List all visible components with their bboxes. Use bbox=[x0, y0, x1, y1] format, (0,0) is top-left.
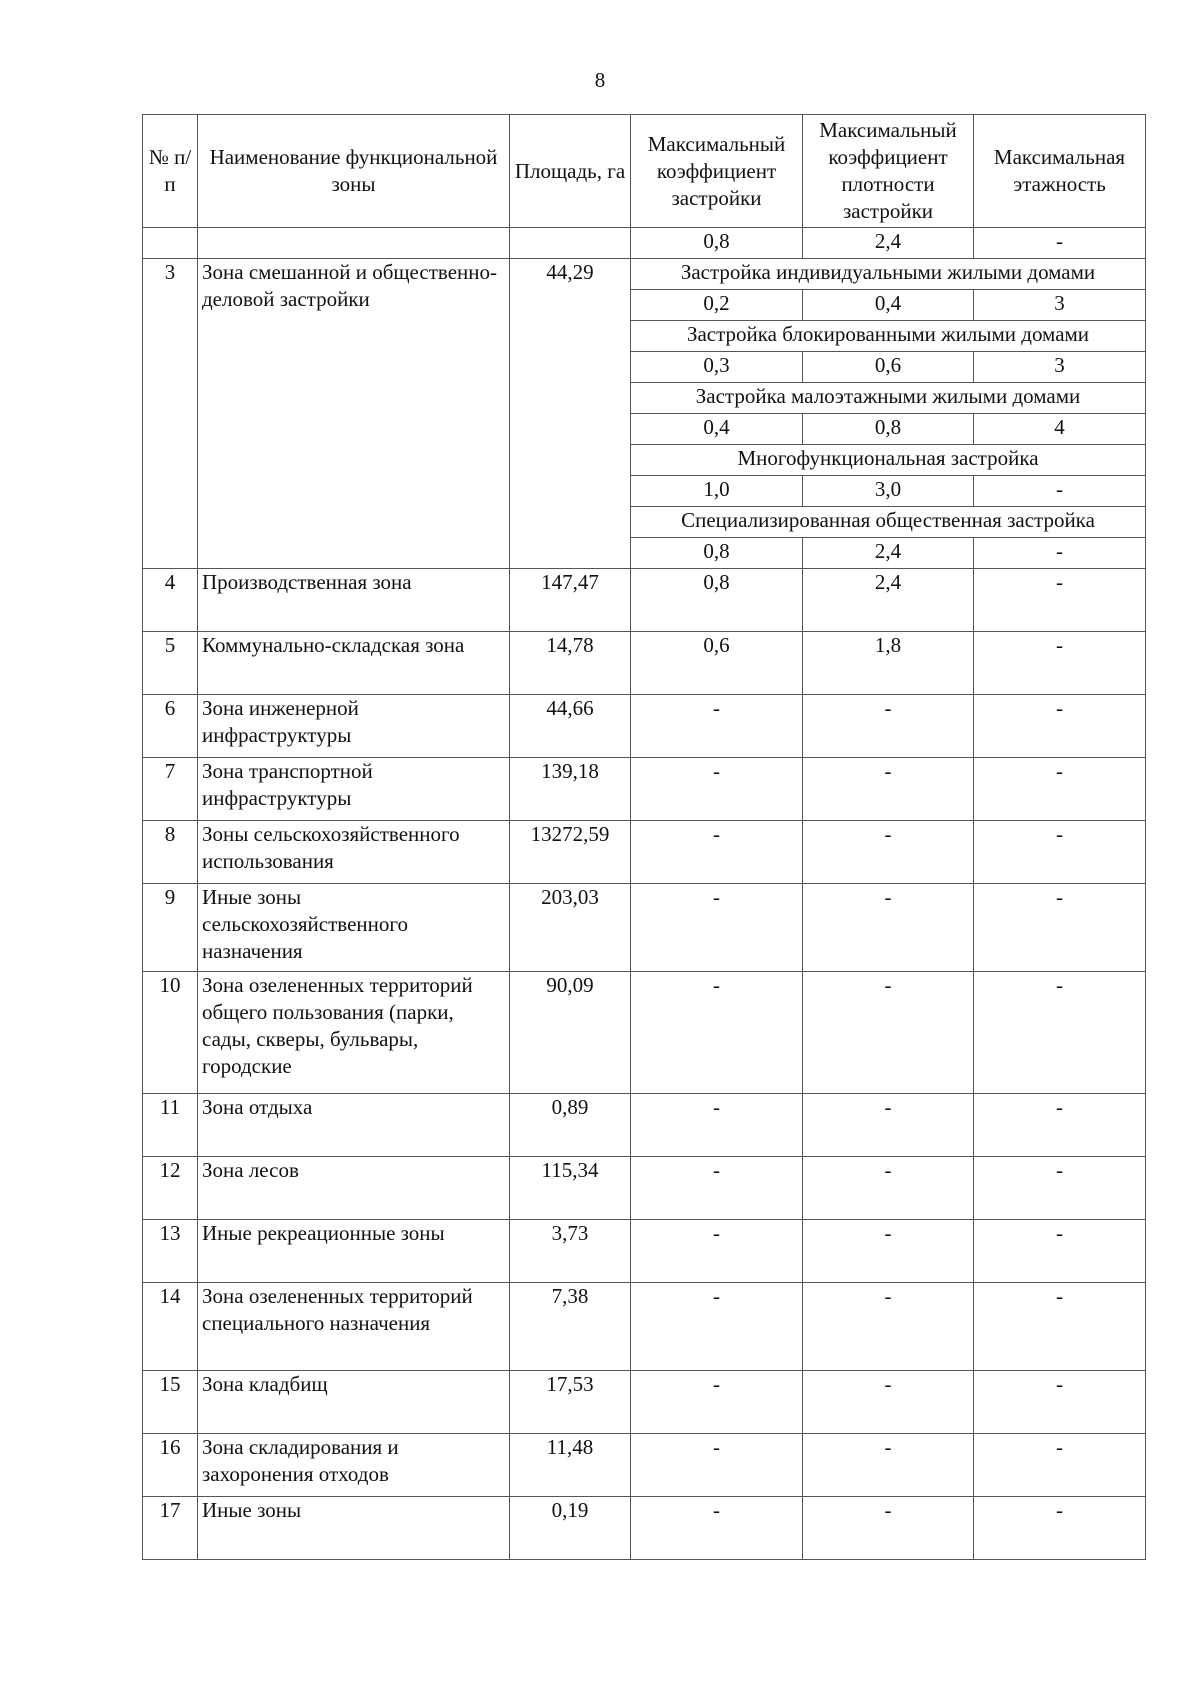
cell-floors: - bbox=[974, 1283, 1146, 1371]
cell-area: 17,53 bbox=[510, 1371, 631, 1434]
cell-name: Зона кладбищ bbox=[198, 1371, 510, 1434]
cell-num: 14 bbox=[143, 1283, 198, 1371]
cell-coef-density: - bbox=[803, 1283, 974, 1371]
cell-name: Зона смешанной и общественно-деловой застройки bbox=[198, 259, 510, 569]
table-row bbox=[143, 1497, 1146, 1560]
cell-coef-build: - bbox=[631, 1497, 803, 1560]
cell-num: 17 bbox=[143, 1497, 198, 1560]
cell-floors: 4 bbox=[974, 414, 1146, 445]
cell-coef-density: 3,0 bbox=[803, 476, 974, 507]
cell-floors: - bbox=[974, 1157, 1146, 1220]
cell-coef-build: 0,2 bbox=[631, 290, 803, 321]
table-row bbox=[143, 1434, 1146, 1497]
cell-coef-build: 0,6 bbox=[631, 632, 803, 695]
cell-coef-density: - bbox=[803, 884, 974, 972]
cell-floors: - bbox=[974, 695, 1146, 758]
table-row bbox=[143, 821, 1146, 884]
table-row bbox=[143, 1220, 1146, 1283]
cell-num: 11 bbox=[143, 1094, 198, 1157]
cell-floors: - bbox=[974, 1434, 1146, 1497]
cell-name: Иные зоны сельскохозяйственного назначения bbox=[198, 884, 510, 972]
cell-coef-build: - bbox=[631, 1094, 803, 1157]
cell-area bbox=[510, 228, 631, 259]
table-row bbox=[143, 884, 1146, 972]
cell-num: 3 bbox=[143, 259, 198, 569]
zones-table bbox=[142, 114, 1146, 1560]
cell-coef-build: 1,0 bbox=[631, 476, 803, 507]
cell-coef-build: - bbox=[631, 695, 803, 758]
cell-area: 203,03 bbox=[510, 884, 631, 972]
cell-coef-density: 0,6 bbox=[803, 352, 974, 383]
cell-name: Производственная зона bbox=[198, 569, 510, 632]
cell-coef-density: - bbox=[803, 695, 974, 758]
subzone-label: Застройка индивидуальными жилыми домами bbox=[631, 259, 1146, 290]
cell-coef-density: - bbox=[803, 1157, 974, 1220]
table-row bbox=[143, 1157, 1146, 1220]
cell-coef-density: 2,4 bbox=[803, 228, 974, 259]
cell-floors: - bbox=[974, 1497, 1146, 1560]
cell-area: 44,29 bbox=[510, 259, 631, 569]
cell-coef-density: - bbox=[803, 1434, 974, 1497]
cell-area: 14,78 bbox=[510, 632, 631, 695]
cell-coef-build: - bbox=[631, 1283, 803, 1371]
cell-area: 13272,59 bbox=[510, 821, 631, 884]
page-number: 8 bbox=[594, 68, 606, 92]
subzone-label: Застройка блокированными жилыми домами bbox=[631, 321, 1146, 352]
cell-floors: - bbox=[974, 884, 1146, 972]
cell-coef-build: - bbox=[631, 821, 803, 884]
cell-floors: - bbox=[974, 228, 1146, 259]
cell-area: 139,18 bbox=[510, 758, 631, 821]
cell-area: 0,89 bbox=[510, 1094, 631, 1157]
header-num: № п/п bbox=[143, 115, 198, 228]
cell-coef-build: 0,3 bbox=[631, 352, 803, 383]
cell-num: 4 bbox=[143, 569, 198, 632]
cell-num: 13 bbox=[143, 1220, 198, 1283]
table-header-row bbox=[143, 115, 1146, 228]
cell-num: 16 bbox=[143, 1434, 198, 1497]
subzone-label: Многофункциональная застройка bbox=[631, 445, 1146, 476]
cell-floors: - bbox=[974, 1371, 1146, 1434]
table-row bbox=[143, 1283, 1146, 1371]
header-coef-density: Максимальный коэффициент плотности застройки bbox=[803, 115, 974, 228]
cell-num: 8 bbox=[143, 821, 198, 884]
table-row bbox=[143, 695, 1146, 758]
cell-floors: - bbox=[974, 821, 1146, 884]
cell-coef-density: - bbox=[803, 758, 974, 821]
subzone-label: Специализированная общественная застройка bbox=[631, 507, 1146, 538]
cell-area: 0,19 bbox=[510, 1497, 631, 1560]
cell-coef-build: - bbox=[631, 1220, 803, 1283]
cell-name: Зона озелененных территорий специального назначения bbox=[198, 1283, 510, 1371]
header-floors: Максимальная этажность bbox=[974, 115, 1146, 228]
cell-num: 12 bbox=[143, 1157, 198, 1220]
cell-name: Иные зоны bbox=[198, 1497, 510, 1560]
cell-num: 6 bbox=[143, 695, 198, 758]
cell-coef-density: 0,4 bbox=[803, 290, 974, 321]
cell-floors: - bbox=[974, 538, 1146, 569]
cell-coef-density: - bbox=[803, 972, 974, 1094]
header-area: Площадь, га bbox=[510, 115, 631, 228]
cell-num: 9 bbox=[143, 884, 198, 972]
cell-name: Зона озелененных территорий общего пользования (парки, сады, скверы, бульвары, городские bbox=[198, 972, 510, 1094]
cell-coef-build: - bbox=[631, 1371, 803, 1434]
cell-floors: - bbox=[974, 758, 1146, 821]
cell-area: 3,73 bbox=[510, 1220, 631, 1283]
cell-coef-build: - bbox=[631, 1157, 803, 1220]
cell-name: Зона складирования и захоронения отходов bbox=[198, 1434, 510, 1497]
cell-coef-build: 0,8 bbox=[631, 569, 803, 632]
cell-coef-build: - bbox=[631, 758, 803, 821]
cell-floors: - bbox=[974, 1220, 1146, 1283]
cell-coef-build: 0,8 bbox=[631, 538, 803, 569]
table-row bbox=[143, 758, 1146, 821]
cell-name: Зона лесов bbox=[198, 1157, 510, 1220]
cell-coef-density: 0,8 bbox=[803, 414, 974, 445]
header-name: Наименование функциональной зоны bbox=[198, 115, 510, 228]
table-row bbox=[143, 1371, 1146, 1434]
table-row bbox=[143, 632, 1146, 695]
cell-area: 44,66 bbox=[510, 695, 631, 758]
cell-coef-build: - bbox=[631, 1434, 803, 1497]
cell-area: 147,47 bbox=[510, 569, 631, 632]
table-row bbox=[143, 1094, 1146, 1157]
cell-floors: 3 bbox=[974, 352, 1146, 383]
continued-row bbox=[143, 228, 1146, 259]
cell-name bbox=[198, 228, 510, 259]
cell-area: 115,34 bbox=[510, 1157, 631, 1220]
subzone-label: Застройка малоэтажными жилыми домами bbox=[631, 383, 1146, 414]
cell-name: Коммунально-складская зона bbox=[198, 632, 510, 695]
cell-floors: 3 bbox=[974, 290, 1146, 321]
cell-name: Зона инженерной инфраструктуры bbox=[198, 695, 510, 758]
cell-area: 11,48 bbox=[510, 1434, 631, 1497]
cell-area: 90,09 bbox=[510, 972, 631, 1094]
cell-coef-density: - bbox=[803, 1497, 974, 1560]
cell-coef-density: - bbox=[803, 1371, 974, 1434]
cell-name: Зона транспортной инфраструктуры bbox=[198, 758, 510, 821]
cell-coef-build: 0,8 bbox=[631, 228, 803, 259]
cell-num bbox=[143, 228, 198, 259]
cell-coef-build: 0,4 bbox=[631, 414, 803, 445]
cell-num: 15 bbox=[143, 1371, 198, 1434]
cell-coef-density: 1,8 bbox=[803, 632, 974, 695]
cell-floors: - bbox=[974, 476, 1146, 507]
cell-num: 7 bbox=[143, 758, 198, 821]
cell-name: Иные рекреационные зоны bbox=[198, 1220, 510, 1283]
table-row bbox=[143, 569, 1146, 632]
cell-name: Зона отдыха bbox=[198, 1094, 510, 1157]
cell-name: Зоны сельскохозяйственного использования bbox=[198, 821, 510, 884]
cell-coef-density: 2,4 bbox=[803, 538, 974, 569]
header-coef-build: Максимальный коэффициент застройки bbox=[631, 115, 803, 228]
cell-area: 7,38 bbox=[510, 1283, 631, 1371]
cell-num: 5 bbox=[143, 632, 198, 695]
cell-floors: - bbox=[974, 972, 1146, 1094]
table-row-zone-3 bbox=[143, 259, 1146, 290]
cell-coef-build: - bbox=[631, 884, 803, 972]
cell-coef-density: - bbox=[803, 821, 974, 884]
cell-floors: - bbox=[974, 1094, 1146, 1157]
cell-coef-density: - bbox=[803, 1220, 974, 1283]
cell-num: 10 bbox=[143, 972, 198, 1094]
cell-coef-density: - bbox=[803, 1094, 974, 1157]
cell-floors: - bbox=[974, 569, 1146, 632]
table-row bbox=[143, 972, 1146, 1094]
cell-floors: - bbox=[974, 632, 1146, 695]
cell-coef-density: 2,4 bbox=[803, 569, 974, 632]
cell-coef-build: - bbox=[631, 972, 803, 1094]
